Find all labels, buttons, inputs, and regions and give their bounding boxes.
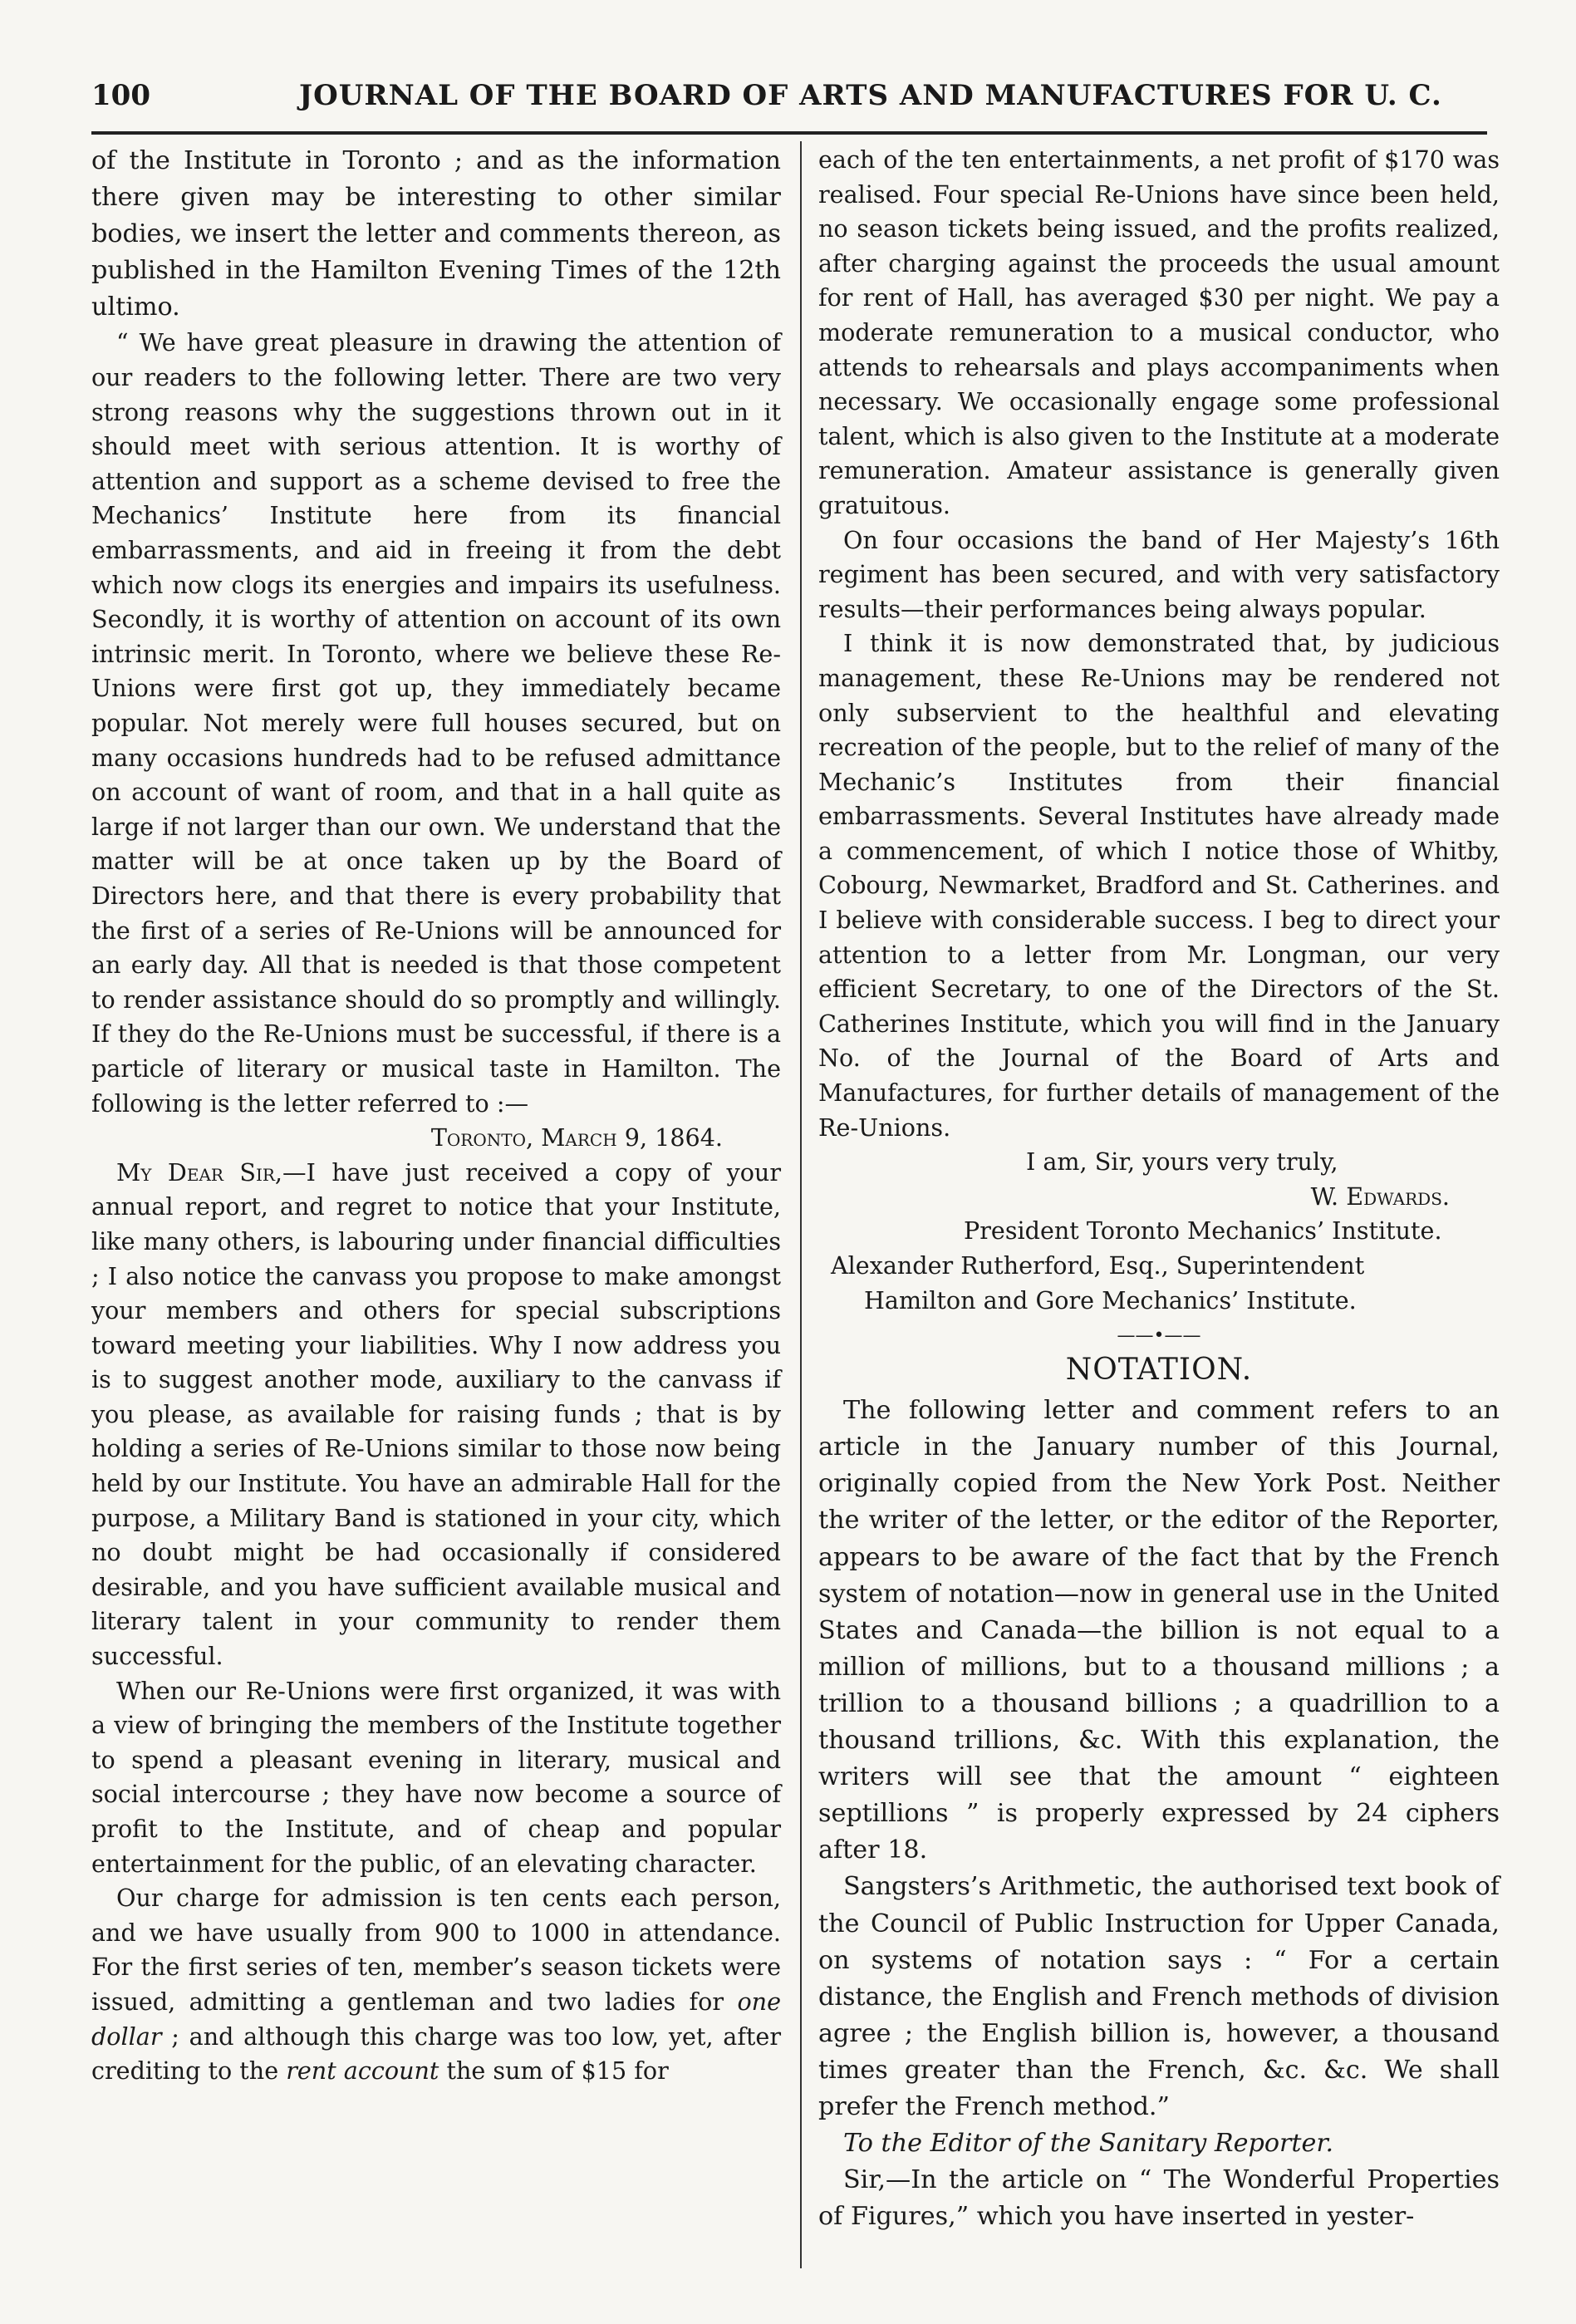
notation-paragraph-1: The following letter and comment refers to an article in the January number of this Journal, originally copied from the New York Post. Neither the writer of the letter, or the editor of the Reporter, appears to be aware of the fact that by the French system of notation—now in general use in the United States and Canada—the billion is not equal to a million of millions, but to a thousand millions ; a trillion to a thousand billions ; a quadrillion to a thousand trillions, &c. With this explanation, the writers will see that the amount “ eighteen septillions ” is properly expressed by 24 ciphers after 18. — [818, 1396, 1500, 1865]
letter-paragraph-3 — [91, 1881, 781, 2089]
page-number: 100 — [91, 79, 150, 112]
letter-paragraph-5: I think it is now demonstrated that, by judicious management, these Re-Unions may be rendered not only subservient to the healthful and elevating recreation of the people, but to the relief of many of the Mechanic’s Institutes from their financial embarrassments. Several Institutes have already made a commencement, of which I notice those of Whitby, Cobourg, Newmarket, Bradford and St. Catherines. and I believe with considerable success. I beg to direct your attention to a letter from Mr. Longman, our very efficient Secretary, to one of the Directors of the St. Catherines Institute, which you will find in the January No. of the Journal of the Board of Arts and Manufactures, for further details of management of the Re-Unions. — [818, 629, 1500, 1142]
letter-dateline: Toronto, March 9, 1864. — [430, 1123, 723, 1152]
letter-signoff: I am, Sir, yours very truly, — [1026, 1147, 1338, 1177]
notation-paragraph-2: Sangsters’s Arithmetic, the authorised text book of the Council of Public Instruction for Upper Canada, on systems of notation says : “ For a certain distance, the English and French methods of division agree ; the English billion is, however, a thousand times greater than the French, &c. &c. We shall prefer the French method.” — [818, 1872, 1500, 2121]
letter-paragraph-3-continued: each of the ten entertainments, a net profit of $170 was realised. Four special Re-Unions have since been held, no season tickets being issued, and the profits realized, after charging against the proceeds the usual amount for rent of Hall, has averaged $30 per night. We pay a moderate remuneration to a musical conductor, who attends to rehearsals and plays accompaniments when necessary. We occasionally engage some professional talent, which is also given to the Institute at a moderate remuneration. Amateur assistance is generally given gratuitous. — [818, 145, 1500, 519]
editor-letter-opening: Sir,—In the article on “ The Wonderful Properties of Figures,” which you have inserted in yester- — [818, 2165, 1500, 2232]
letter-paragraph-3-italic-1: one dollar — [91, 1987, 781, 2051]
letter-paragraph-4: On four occasions the band of Her Majesty’s 16th regiment has been secured, and with very satisfactory results—their performances being always popular. — [818, 525, 1500, 623]
left-column — [91, 143, 781, 2089]
section-title: NOTATION. — [1065, 1353, 1253, 1388]
letter-paragraph-3-italic-2: rent account — [286, 2056, 439, 2086]
letter-salutation: My Dear Sir, — [116, 1157, 283, 1187]
quoted-article: “ We have great pleasure in drawing the attention of our readers to the following letter. There are two very strong reasons why the suggestions thrown out in it should meet with serious attention. It is worthy of attention and support as a scheme devised to free the Mechanics’ Institute here from its financial embarrassments, and aid in freeing it from the debt which now clogs its energies and impairs its usefulness. Secondly, it is worthy of attention on account of its own intrinsic merit. In Toronto, where we believe these Re-Unions were first got up, they immediately became popular. Not merely were full houses secured, but on many occasions hundreds had to be refused admittance on account of want of room, and that in a hall quite as large if not larger than our own. We understand that the matter will be at once taken up by the Board of Directors here, and that there is every probability that the first of a series of Re-Unions will be announced for an early day. All that is needed is that those competent to render assistance should do so promptly and willingly. If they do the Re-Unions must be successful, if there is a particle of literary or musical taste in Hamilton. The following is the letter referred to :— — [91, 328, 781, 1118]
letter-paragraph-3-text-a: Our charge for admission is ten cents each person, and we have usually from 900 to 1000 in attendance. For the first series of ten, member’s season tickets were issued, admitting a gentleman and two ladies for — [91, 1884, 781, 2016]
addressee-line-1: Alexander Rutherford, Esq., Superintendent — [831, 1251, 1365, 1280]
intro-paragraph: of the Institute in Toronto ; and as the information there given may be interesting to other similar bodies, we insert the letter and comments thereon, as published in the Hamilton Evening Times of the 12th ultimo. — [91, 146, 781, 322]
letter-to-editor-heading: To the Editor of the Sanitary Reporter. — [843, 2129, 1334, 2159]
addressee-line-2: Hamilton and Gore Mechanics’ Institute. — [864, 1285, 1357, 1314]
letter-signer: W. Edwards. — [1310, 1182, 1450, 1211]
running-title: JOURNAL OF THE BOARD OF ARTS AND MANUFACTURES FOR U. C. — [299, 79, 1442, 112]
letter-paragraph-3-text-c: the sum of $15 for — [439, 2056, 669, 2086]
right-column — [818, 143, 1500, 2235]
letter-paragraph-1 — [91, 1156, 781, 1674]
page-header — [91, 79, 1487, 129]
letter-paragraph-1-text: —I have just received a copy of your annual report, and regret to notice that your Institute, like many others, is labouring under financial difficulties ; I also notice the canvass you propose to make amongst your members and others for special subscriptions toward meeting your liabilities. Why I now address you is to suggest another mode, auxiliary to the canvass if you please, as available for raising funds ; that is by holding a series of Re-Unions similar to those now being held by our Institute. You have an admirable Hall for the purpose, a Military Band is stationed in your city, which no doubt might be had occasionally if considered desirable, and you have sufficient available musical and literary talent in your community to render them successful. — [91, 1157, 781, 1671]
signer-title: President Toronto Mechanics’ Institute. — [964, 1216, 1442, 1246]
section-ornament: ——•—— — [1117, 1325, 1201, 1347]
letter-paragraph-3-text-b: ; and although this charge was too low, yet, after crediting to the — [91, 2022, 781, 2086]
header-rule — [91, 131, 1487, 135]
letter-paragraph-2: When our Re-Unions were first organized, it was with a view of bringing the members of the Institute together to spend a pleasant evening in literary, musical and social intercourse ; they have now become a source of profit to the Institute, and of cheap and popular entertainment for the public, of an elevating character. — [91, 1676, 781, 1878]
column-divider — [800, 141, 802, 2268]
